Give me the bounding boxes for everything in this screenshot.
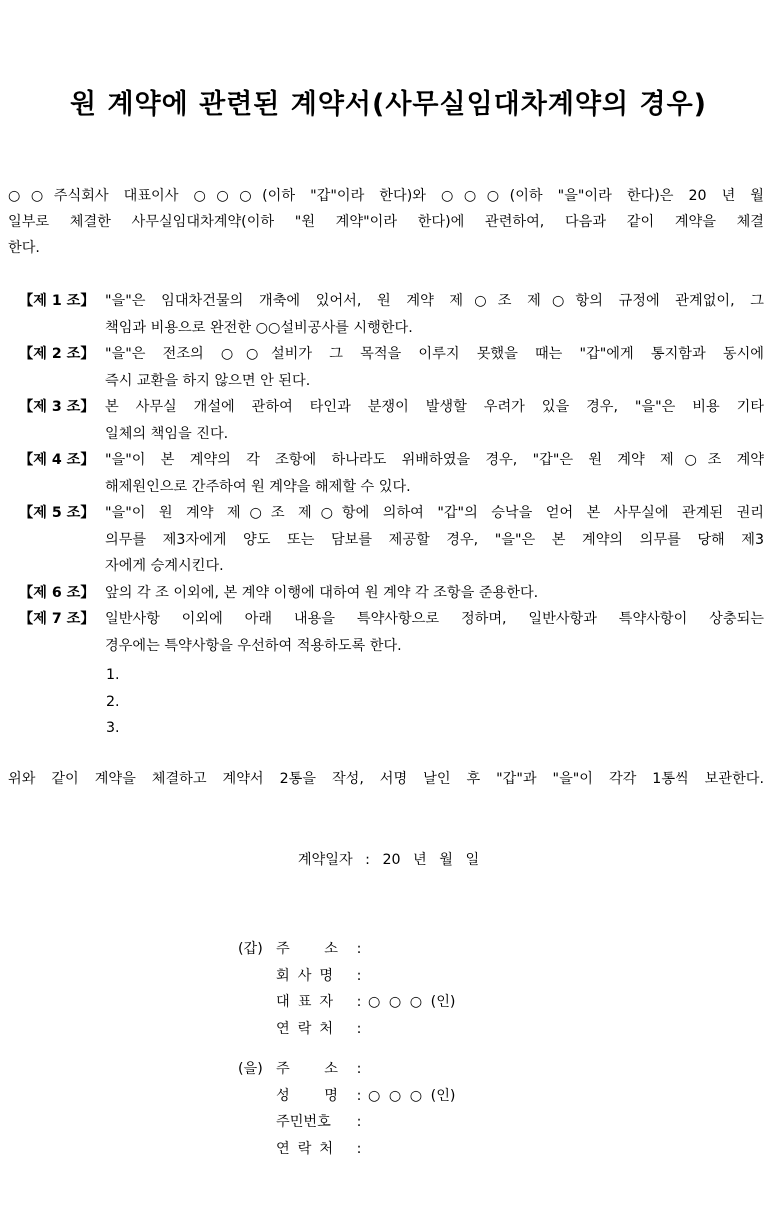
intro-line: 일부로 체결한 사무실임대차계약(이하 "원 계약"이라 한다)에 관련하여, 다음과 같이 계약을 체결 — [8, 214, 764, 230]
party-b-name-row — [238, 1083, 455, 1110]
article-line: 경우에는 특약사항을 우선하여 적용하도록 한다. — [105, 637, 402, 654]
article-3 — [19, 394, 764, 447]
article-label: 【제 3 조】 — [19, 399, 95, 415]
special-terms-list — [106, 662, 120, 742]
article-text — [105, 500, 764, 580]
field-label: 성 명 — [276, 1087, 338, 1104]
party-b-name-value: ○ ○ ○ (인) — [368, 1087, 456, 1104]
party-a-label: (갑) — [238, 941, 263, 957]
field-label: 대표자 — [276, 994, 342, 1010]
colon: : — [356, 1114, 362, 1130]
intro-line: 한다. — [8, 240, 40, 256]
article-label: 【제 4 조】 — [19, 452, 95, 468]
article-text — [105, 288, 764, 341]
party-b-label: (을) — [238, 1061, 263, 1077]
article-line: 의무를 제3자에게 양도 또는 담보를 제공할 경우, "을"은 본 계약의 의무를 당해 제3 — [105, 531, 764, 548]
article-line: 일체의 책임을 진다. — [105, 425, 229, 442]
party-a-contact-row — [238, 1016, 455, 1043]
article-text — [105, 341, 764, 394]
party-a-company-row — [238, 963, 455, 990]
party-b-id-row — [238, 1109, 455, 1136]
intro-paragraph — [8, 183, 764, 261]
contract-date: 계약일자 : 20 년 월 일 — [297, 852, 480, 868]
list-item: 1. — [106, 667, 120, 683]
colon: : — [356, 967, 362, 984]
field-label: 연락처 — [276, 1020, 342, 1037]
article-6 — [19, 580, 764, 607]
field-label: 주 소 — [276, 1061, 338, 1077]
colon: : — [356, 1020, 362, 1037]
article-line: 해제원인으로 간주하여 원 계약을 해제할 수 있다. — [105, 478, 411, 495]
colon: : — [356, 1061, 362, 1077]
article-1 — [19, 288, 764, 341]
article-5 — [19, 500, 764, 580]
colon: : — [356, 941, 362, 957]
colon: : — [356, 1087, 362, 1104]
article-line: "을"이 원 계약 제○조 제○항에 의하여 "갑"의 승낙을 얻어 본 사무실에 관계된 권리 — [105, 505, 764, 521]
article-4 — [19, 447, 764, 500]
colon: : — [356, 1140, 362, 1157]
article-list — [19, 288, 764, 659]
article-label: 【제 7 조】 — [19, 611, 95, 627]
article-text — [105, 394, 764, 447]
article-text — [105, 447, 764, 500]
article-line: "을"은 전조의 ○○설비가 그 목적을 이루지 못했을 때는 "갑"에게 통지함과 동시에 — [105, 346, 764, 362]
closing-statement: 위와 같이 계약을 체결하고 계약서 2통을 작성, 서명 날인 후 "갑"과 "을"이 각각 1통씩 보관한다. — [8, 771, 764, 787]
party-a-rep-row — [238, 989, 455, 1016]
document-title: 원 계약에 관련된 계약서(사무실임대차계약의 경우) — [69, 89, 707, 120]
intro-line: ○○주식회사 대표이사 ○○○(이하 "갑"이라 한다)와 ○○○(이하 "을"이라 한다)은 20 년 월 — [8, 188, 764, 204]
colon: : — [356, 994, 362, 1010]
party-a-block — [238, 936, 455, 1042]
article-label: 【제 1 조】 — [19, 293, 95, 309]
list-item: 2. — [106, 693, 120, 710]
field-label: 회사명 — [276, 967, 342, 984]
party-a-rep-value: ○ ○ ○ (인) — [368, 994, 456, 1010]
field-label: 주 소 — [276, 941, 338, 957]
article-line: "을"이 본 계약의 각 조항에 하나라도 위배하였을 경우, "갑"은 원 계약 제○조 계약 — [105, 452, 764, 468]
article-line: 본 사무실 개설에 관하여 타인과 분쟁이 발생할 우려가 있을 경우, "을"은 비용 기타 — [105, 399, 764, 415]
list-item: 3. — [106, 720, 120, 736]
party-a-address-row — [238, 936, 455, 963]
article-line: "을"은 임대차건물의 개축에 있어서, 원 계약 제○조 제○항의 규정에 관계없이, 그 — [105, 293, 764, 309]
article-line: 책임과 비용으로 완전한 ○○설비공사를 시행한다. — [105, 319, 413, 336]
field-label: 주민번호 — [276, 1114, 331, 1130]
article-line: 자에게 승계시킨다. — [105, 558, 224, 574]
party-b-block — [238, 1056, 455, 1162]
article-text — [105, 606, 764, 659]
party-b-contact-row — [238, 1136, 455, 1163]
article-label: 【제 6 조】 — [19, 584, 95, 601]
article-label: 【제 5 조】 — [19, 505, 95, 521]
article-2 — [19, 341, 764, 394]
party-b-address-row — [238, 1056, 455, 1083]
article-line: 일반사항 이외에 아래 내용을 특약사항으로 정하며, 일반사항과 특약사항이 상충되는 — [105, 611, 764, 627]
field-label: 연락처 — [276, 1140, 342, 1157]
article-text — [105, 580, 764, 607]
article-line: 즉시 교환을 하지 않으면 안 된다. — [105, 372, 311, 389]
article-line: 앞의 각 조 이외에, 본 계약 이행에 대하여 원 계약 각 조항을 준용한다. — [105, 584, 539, 601]
article-label: 【제 2 조】 — [19, 346, 95, 362]
article-7 — [19, 606, 764, 659]
